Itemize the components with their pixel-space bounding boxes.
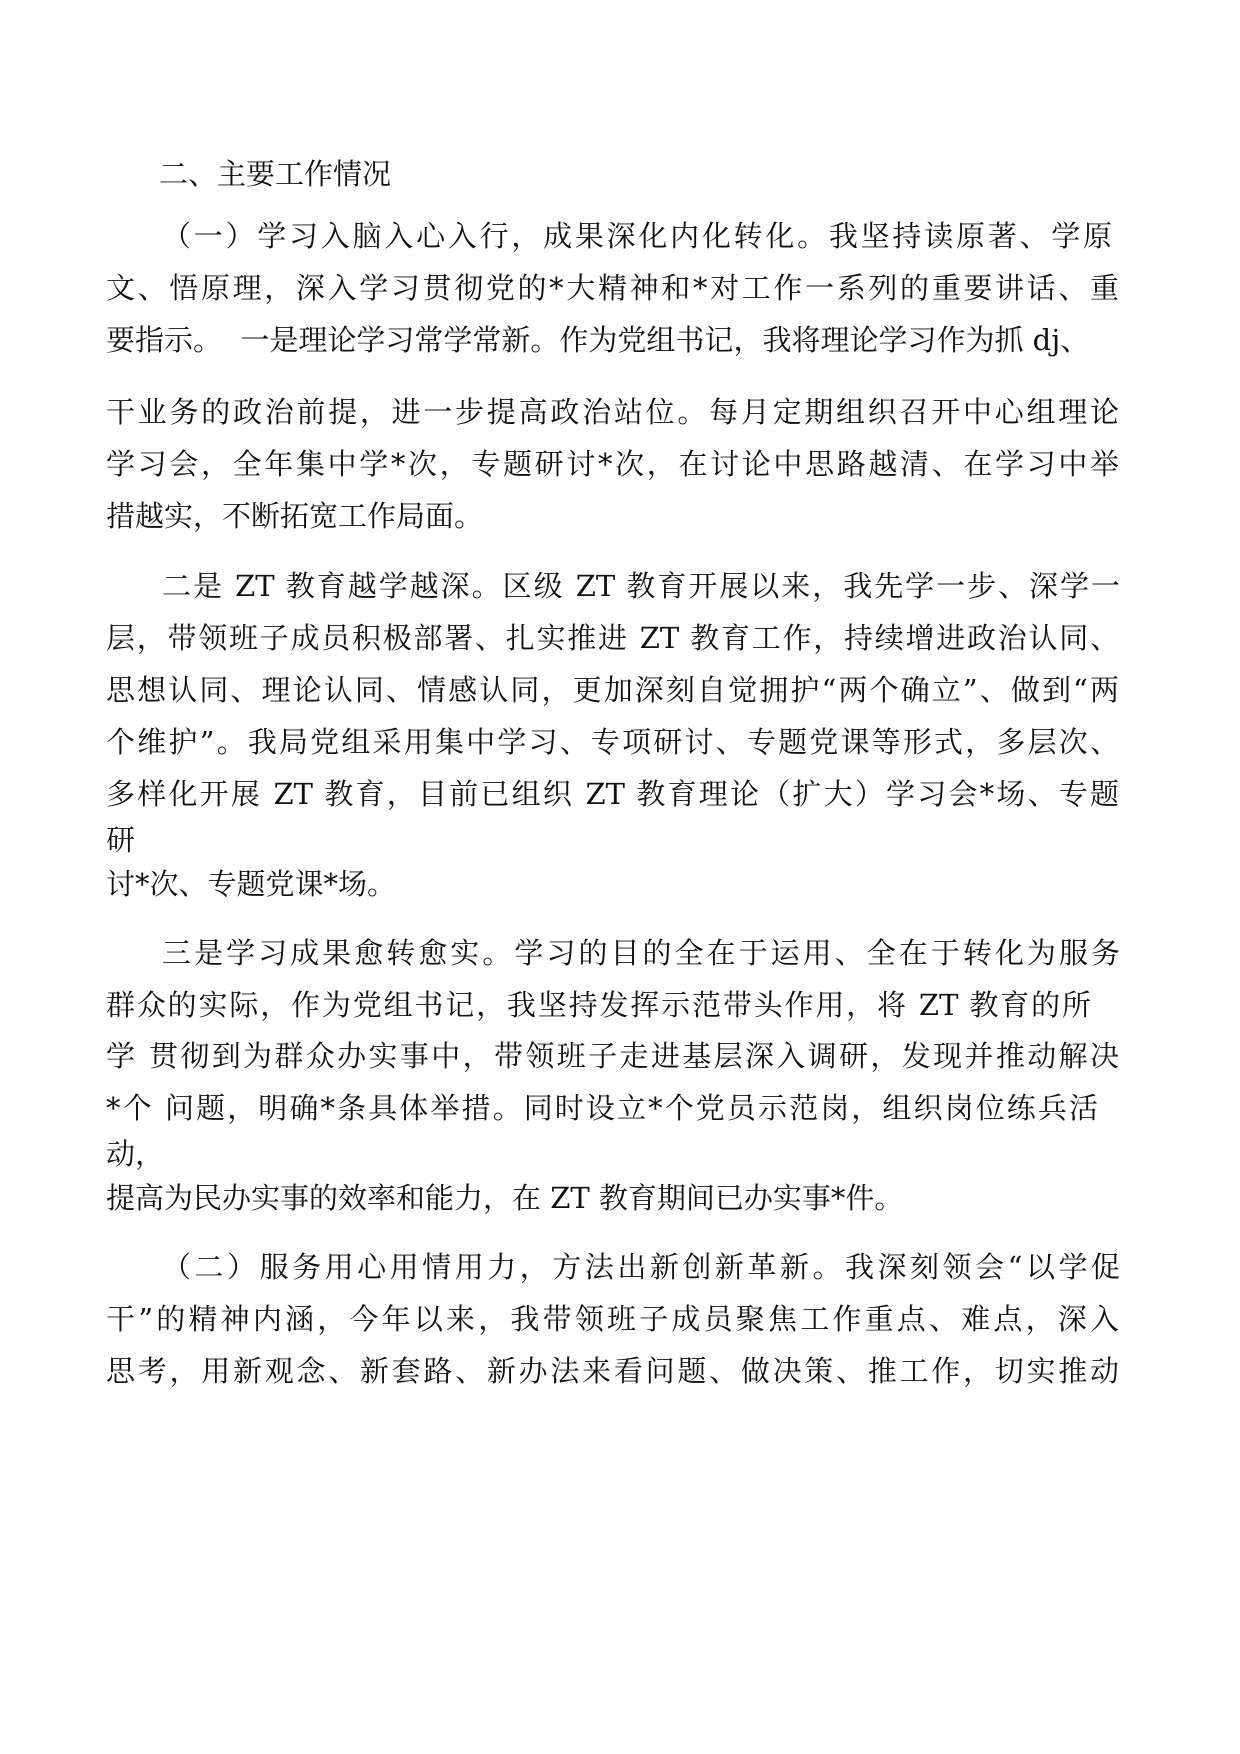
paragraph-line: 动，	[106, 1137, 165, 1171]
paragraph-line: 多样化开展 ZT 教育，目前已组织 ZT 教育理论（扩大）学习会*场、专题	[106, 777, 1119, 811]
paragraph-line: *个 问题，明确*条具体举措。同时设立*个党员示范岗，组织岗位练兵活	[106, 1091, 1098, 1125]
paragraph-line: 要指示。 一是理论学习常学常新。作为党组书记，我将理论学习作为抓 dj、	[106, 323, 1090, 357]
paragraph-line: 学 贯彻到为群众办实事中，带领班子走进基层深入调研，发现并推动解决	[106, 1039, 1119, 1073]
paragraph-line: 干”的精神内涵，今年以来，我带领班子成员聚焦工作重点、难点，深入	[106, 1302, 1119, 1336]
paragraph-line: 三是学习成果愈转愈实。学习的目的全在于运用、全在于转化为服务	[162, 936, 1120, 970]
paragraph-line: 个维护”。我局党组采用集中学习、专项研讨、专题党课等形式，多层次、	[106, 725, 1119, 759]
section-heading: 二、主要工作情况	[159, 157, 392, 191]
paragraph-line: （二）服务用心用情用力，方法出新创新革新。我深刻领会“以学促	[162, 1250, 1120, 1284]
paragraph-line: 思考，用新观念、新套路、新办法来看问题、做决策、推工作，切实推动	[106, 1354, 1119, 1388]
paragraph-line: 文、悟原理，深入学习贯彻党的*大精神和*对工作一系列的重要讲话、重	[106, 271, 1119, 305]
paragraph-line: （一）学习入脑入心入行，成果深化内化转化。我坚持读原著、学原	[162, 219, 1112, 253]
paragraph-line: 研	[106, 823, 136, 857]
paragraph-line: 措越实，不断拓宽工作局面。	[106, 499, 484, 533]
paragraph-line: 讨*次、专题党课*场。	[106, 867, 397, 901]
paragraph-line: 提高为民办实事的效率和能力，在 ZT 教育期间已办实事*件。	[106, 1181, 904, 1215]
paragraph-line: 二是 ZT 教育越学越深。区级 ZT 教育开展以来，我先学一步、深学一	[162, 569, 1120, 603]
paragraph-line: 群众的实际，作为党组书记，我坚持发挥示范带头作用，将 ZT 教育的所	[106, 988, 1091, 1022]
paragraph-line: 学习会，全年集中学*次，专题研讨*次，在讨论中思路越清、在学习中举	[106, 447, 1119, 481]
paragraph-line: 思想认同、理论认同、情感认同，更加深刻自觉拥护“两个确立”、做到“两	[106, 673, 1119, 707]
paragraph-line: 层，带领班子成员积极部署、扎实推进 ZT 教育工作，持续增进政治认同、	[106, 621, 1119, 655]
paragraph-line: 干业务的政治前提，进一步提高政治站位。每月定期组织召开中心组理论	[106, 395, 1119, 429]
